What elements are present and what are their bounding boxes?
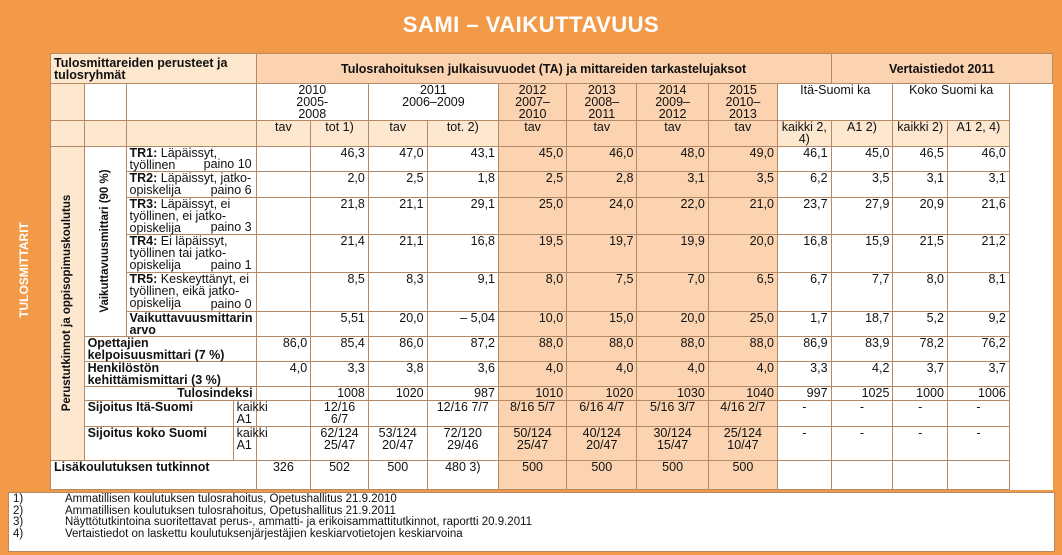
results-table xyxy=(50,53,1053,490)
header-vertailu: Vertaistiedot 2011 xyxy=(831,54,1052,84)
sub-header: tav xyxy=(708,121,777,146)
cell: 45,0 xyxy=(831,146,893,171)
cell: 21,4 xyxy=(311,235,369,273)
cell: 7,7 xyxy=(831,273,893,311)
cell: 1040 xyxy=(708,387,777,401)
cell: 72/120 29/46 xyxy=(427,426,498,460)
cell: 20,0 xyxy=(637,311,708,336)
cell: 3,7 xyxy=(947,362,1009,387)
cell: - xyxy=(947,426,1009,460)
cell xyxy=(778,460,832,489)
lisakoulutus-label: Lisäkoulutuksen tutkinnot xyxy=(51,460,257,489)
table-row-lisakoulutus xyxy=(51,460,1053,489)
cell xyxy=(893,460,948,489)
year-2011: 2011 2006–2009 xyxy=(368,84,498,121)
sub-header: kaikki 2, 4) xyxy=(778,121,832,146)
cell xyxy=(256,311,311,336)
cell: 7,0 xyxy=(637,273,708,311)
cell: 4,0 xyxy=(708,362,777,387)
cell: 21,0 xyxy=(708,197,777,234)
sijoitus-ita-label-cell: Sijoitus Itä-Suomi kaikki A1 xyxy=(84,401,256,426)
year-2014: 2014 2009– 2012 xyxy=(637,84,708,121)
cell: 2,0 xyxy=(311,171,369,197)
cell: 502 xyxy=(311,460,369,489)
cell: 1,8 xyxy=(427,171,498,197)
cell: 5,2 xyxy=(893,311,948,336)
cell xyxy=(256,197,311,234)
cell: 25,0 xyxy=(498,197,566,234)
table-row-sijoitus-koko xyxy=(51,426,1053,460)
sijoitus-koko-label-cell: Sijoitus koko Suomi kaikki A1 xyxy=(84,426,256,460)
header-perusteet: Tulosmittareiden perusteet ja tulosryhmät xyxy=(51,54,257,84)
cell: 500 xyxy=(708,460,777,489)
cell: 45,0 xyxy=(498,146,566,171)
tr-label: TR5: Keskeyttänyt, ei työllinen, eikä jatko-opiskelija paino 0 xyxy=(126,273,256,311)
cell: 12/16 6/7 xyxy=(311,401,369,426)
cell: 1006 xyxy=(947,387,1009,401)
sub-header: kaikki 2) xyxy=(893,121,948,146)
cell: 47,0 xyxy=(368,146,427,171)
sub-header: tav xyxy=(256,121,311,146)
cell: 21,5 xyxy=(893,235,948,273)
header-koko-suomi: Koko Suomi ka xyxy=(893,84,1009,121)
sub-header: A1 2) xyxy=(831,121,893,146)
cell: 4,0 xyxy=(256,362,311,387)
sub-header: tot 1) xyxy=(311,121,369,146)
cell: 12/16 7/7 xyxy=(427,401,498,426)
cell: 19,5 xyxy=(498,235,566,273)
cell: 29,1 xyxy=(427,197,498,234)
cell: 46,3 xyxy=(311,146,369,171)
cell: 500 xyxy=(637,460,708,489)
cell xyxy=(368,401,427,426)
cell: 987 xyxy=(427,387,498,401)
group-label: Perustutkinnot ja oppisopimuskoulutus xyxy=(61,194,74,412)
cell: 480 3) xyxy=(427,460,498,489)
cell: 2,8 xyxy=(567,171,637,197)
cell: 15,9 xyxy=(831,235,893,273)
header-row-1 xyxy=(51,54,1053,84)
cell: 5,51 xyxy=(311,311,369,336)
tr-label: TR4: Ei läpäissyt, työllinen tai jatko-opiskelija paino 1 xyxy=(126,235,256,273)
cell: 5/16 3/7 xyxy=(637,401,708,426)
cell: 25,0 xyxy=(708,311,777,336)
cell: 88,0 xyxy=(637,336,708,361)
cell: 6/16 4/7 xyxy=(567,401,637,426)
year-2010: 2010 2005- 2008 xyxy=(256,84,368,121)
footnote: 2) Ammatillisen koulutuksen tulosrahoitus, Opetushallitus 21.9.2011 xyxy=(13,504,396,517)
cell: 27,9 xyxy=(831,197,893,234)
tr-label: TR2: Läpäissyt, jatko-opiskelija paino 6 xyxy=(126,171,256,197)
cell: 48,0 xyxy=(637,146,708,171)
cell: 22,0 xyxy=(637,197,708,234)
cell: 1010 xyxy=(498,387,566,401)
cell: - xyxy=(831,426,893,460)
cell: - xyxy=(893,401,948,426)
cell: 3,8 xyxy=(368,362,427,387)
sub-header: A1 2, 4) xyxy=(947,121,1009,146)
cell: 86,9 xyxy=(778,336,832,361)
cell: 2,5 xyxy=(498,171,566,197)
table-row-tr3 xyxy=(51,197,1053,234)
cell: 4/16 2/7 xyxy=(708,401,777,426)
cell: 85,4 xyxy=(311,336,369,361)
cell: 4,0 xyxy=(637,362,708,387)
cell: 326 xyxy=(256,460,311,489)
sub-header: tot. 2) xyxy=(427,121,498,146)
year-2012: 2012 2007– 2010 xyxy=(498,84,566,121)
cell: 16,8 xyxy=(778,235,832,273)
tulosindeksi-label: Tulosindeksi xyxy=(84,387,256,401)
cell xyxy=(947,460,1009,489)
table-row-vaikuttavuus xyxy=(51,311,1053,336)
cell: 3,5 xyxy=(708,171,777,197)
cell: 86,0 xyxy=(368,336,427,361)
page-title: SAMI – VAIKUTTAVUUS xyxy=(402,12,660,37)
cell: – 5,04 xyxy=(427,311,498,336)
footnote: 1) Ammatillisen koulutuksen tulosrahoitus, Opetushallitus 21.9.2010 xyxy=(13,493,397,505)
footnotes xyxy=(8,492,1055,552)
subgroup-label-cell xyxy=(84,146,126,336)
cell: 88,0 xyxy=(708,336,777,361)
cell: 9,2 xyxy=(947,311,1009,336)
footnote: 3) Näyttötutkintoina suoritettavat perus-, ammatti- ja erikoisammattitutkinnot, raportti 20.9.2011 xyxy=(13,516,533,529)
cell: 78,2 xyxy=(893,336,948,361)
table-row-tr2 xyxy=(51,171,1053,197)
cell xyxy=(256,171,311,197)
cell: 25/124 10/47 xyxy=(708,426,777,460)
cell: 50/124 25/47 xyxy=(498,426,566,460)
cell: 8,0 xyxy=(498,273,566,311)
cell: 53/124 20/47 xyxy=(368,426,427,460)
cell: 76,2 xyxy=(947,336,1009,361)
cell: - xyxy=(778,426,832,460)
cell: 21,8 xyxy=(311,197,369,234)
side-label xyxy=(0,50,48,490)
cell: 3,7 xyxy=(893,362,948,387)
cell: 4,2 xyxy=(831,362,893,387)
opettajien-label: Opettajien kelpoisuusmittari (7 %) xyxy=(84,336,256,361)
cell: 8/16 5/7 xyxy=(498,401,566,426)
cell: 62/124 25/47 xyxy=(311,426,369,460)
cell: 3,1 xyxy=(893,171,948,197)
cell xyxy=(256,235,311,273)
cell: 10,0 xyxy=(498,311,566,336)
cell: 3,1 xyxy=(637,171,708,197)
cell: 1025 xyxy=(831,387,893,401)
cell: 21,1 xyxy=(368,235,427,273)
cell: 49,0 xyxy=(708,146,777,171)
cell: 88,0 xyxy=(567,336,637,361)
cell: 86,0 xyxy=(256,336,311,361)
tr-label: TR3: Läpäissyt, ei työllinen, ei jatko-opiskelija paino 3 xyxy=(126,197,256,234)
cell: 88,0 xyxy=(498,336,566,361)
table-row-tr1 xyxy=(51,146,1053,171)
header-row-years xyxy=(51,84,1053,121)
cell: 3,5 xyxy=(831,171,893,197)
cell: 1000 xyxy=(893,387,948,401)
tr-label: TR1: Läpäissyt, työllinen paino 10 xyxy=(126,146,256,171)
year-2013: 2013 2008– 2011 xyxy=(567,84,637,121)
cell: 40/124 20/47 xyxy=(567,426,637,460)
group-label-cell xyxy=(51,146,85,460)
cell: - xyxy=(778,401,832,426)
year-2015: 2015 2010– 2013 xyxy=(708,84,777,121)
cell: 30/124 15/47 xyxy=(637,426,708,460)
table-row-henkiloston xyxy=(51,362,1053,387)
cell xyxy=(256,146,311,171)
cell: - xyxy=(947,401,1009,426)
cell xyxy=(831,460,893,489)
cell xyxy=(256,273,311,311)
cell: 8,0 xyxy=(893,273,948,311)
cell: 19,9 xyxy=(637,235,708,273)
cell: - xyxy=(893,426,948,460)
cell: 46,1 xyxy=(778,146,832,171)
header-ta: Tulosrahoituksen julkaisuvuodet (TA) ja mittareiden tarkastelujaksot xyxy=(256,54,831,84)
header-ita-suomi: Itä-Suomi ka xyxy=(778,84,893,121)
cell: 18,7 xyxy=(831,311,893,336)
cell: 8,1 xyxy=(947,273,1009,311)
cell: 3,6 xyxy=(427,362,498,387)
sub-header: tav xyxy=(368,121,427,146)
cell: 1020 xyxy=(368,387,427,401)
cell: 3,3 xyxy=(311,362,369,387)
cell: 1020 xyxy=(567,387,637,401)
cell: 83,9 xyxy=(831,336,893,361)
cell: 16,8 xyxy=(427,235,498,273)
cell: 46,0 xyxy=(567,146,637,171)
cell: 21,6 xyxy=(947,197,1009,234)
cell: 46,0 xyxy=(947,146,1009,171)
cell: 6,7 xyxy=(778,273,832,311)
cell: 23,7 xyxy=(778,197,832,234)
cell: 8,5 xyxy=(311,273,369,311)
sub-header: tav xyxy=(567,121,637,146)
cell: 7,5 xyxy=(567,273,637,311)
henkiloston-label: Henkilöstön kehittämismittari (3 %) xyxy=(84,362,256,387)
cell: 500 xyxy=(368,460,427,489)
cell: 1030 xyxy=(637,387,708,401)
sub-header: tav xyxy=(637,121,708,146)
side-label-text: TULOSMITTARIT xyxy=(17,222,32,318)
cell: 87,2 xyxy=(427,336,498,361)
cell xyxy=(256,387,311,401)
cell: - xyxy=(831,401,893,426)
cell: 4,0 xyxy=(498,362,566,387)
cell: 20,0 xyxy=(708,235,777,273)
header-row-sub xyxy=(51,121,1053,146)
cell: 3,3 xyxy=(778,362,832,387)
cell: 46,5 xyxy=(893,146,948,171)
subgroup-label: Vaikuttavuusmittari (90 %) xyxy=(99,169,112,313)
cell: 2,5 xyxy=(368,171,427,197)
table-row-tr5 xyxy=(51,273,1053,311)
footnote: 4) Vertaistiedot on laskettu koulutuksenjärjestäjien keskiarvotietojen keskiarvoina xyxy=(13,527,463,540)
cell: 43,1 xyxy=(427,146,498,171)
cell: 24,0 xyxy=(567,197,637,234)
cell: 6,2 xyxy=(778,171,832,197)
cell: 6,5 xyxy=(708,273,777,311)
cell: 1008 xyxy=(311,387,369,401)
cell: 500 xyxy=(567,460,637,489)
cell: 500 xyxy=(498,460,566,489)
sub-header: tav xyxy=(498,121,566,146)
cell: 20,9 xyxy=(893,197,948,234)
table-row-opettajien xyxy=(51,336,1053,361)
cell: 9,1 xyxy=(427,273,498,311)
cell: 19,7 xyxy=(567,235,637,273)
cell: 997 xyxy=(778,387,832,401)
cell: 1,7 xyxy=(778,311,832,336)
cell: 21,2 xyxy=(947,235,1009,273)
table-row-tr4 xyxy=(51,235,1053,273)
cell: 21,1 xyxy=(368,197,427,234)
cell: 4,0 xyxy=(567,362,637,387)
cell: 15,0 xyxy=(567,311,637,336)
cell: 20,0 xyxy=(368,311,427,336)
table-row-tulosindeksi xyxy=(51,387,1053,401)
vaik-label: Vaikuttavuusmittarin arvo xyxy=(126,311,256,336)
cell: 8,3 xyxy=(368,273,427,311)
table-row-sijoitus-ita xyxy=(51,401,1053,426)
cell: 3,1 xyxy=(947,171,1009,197)
